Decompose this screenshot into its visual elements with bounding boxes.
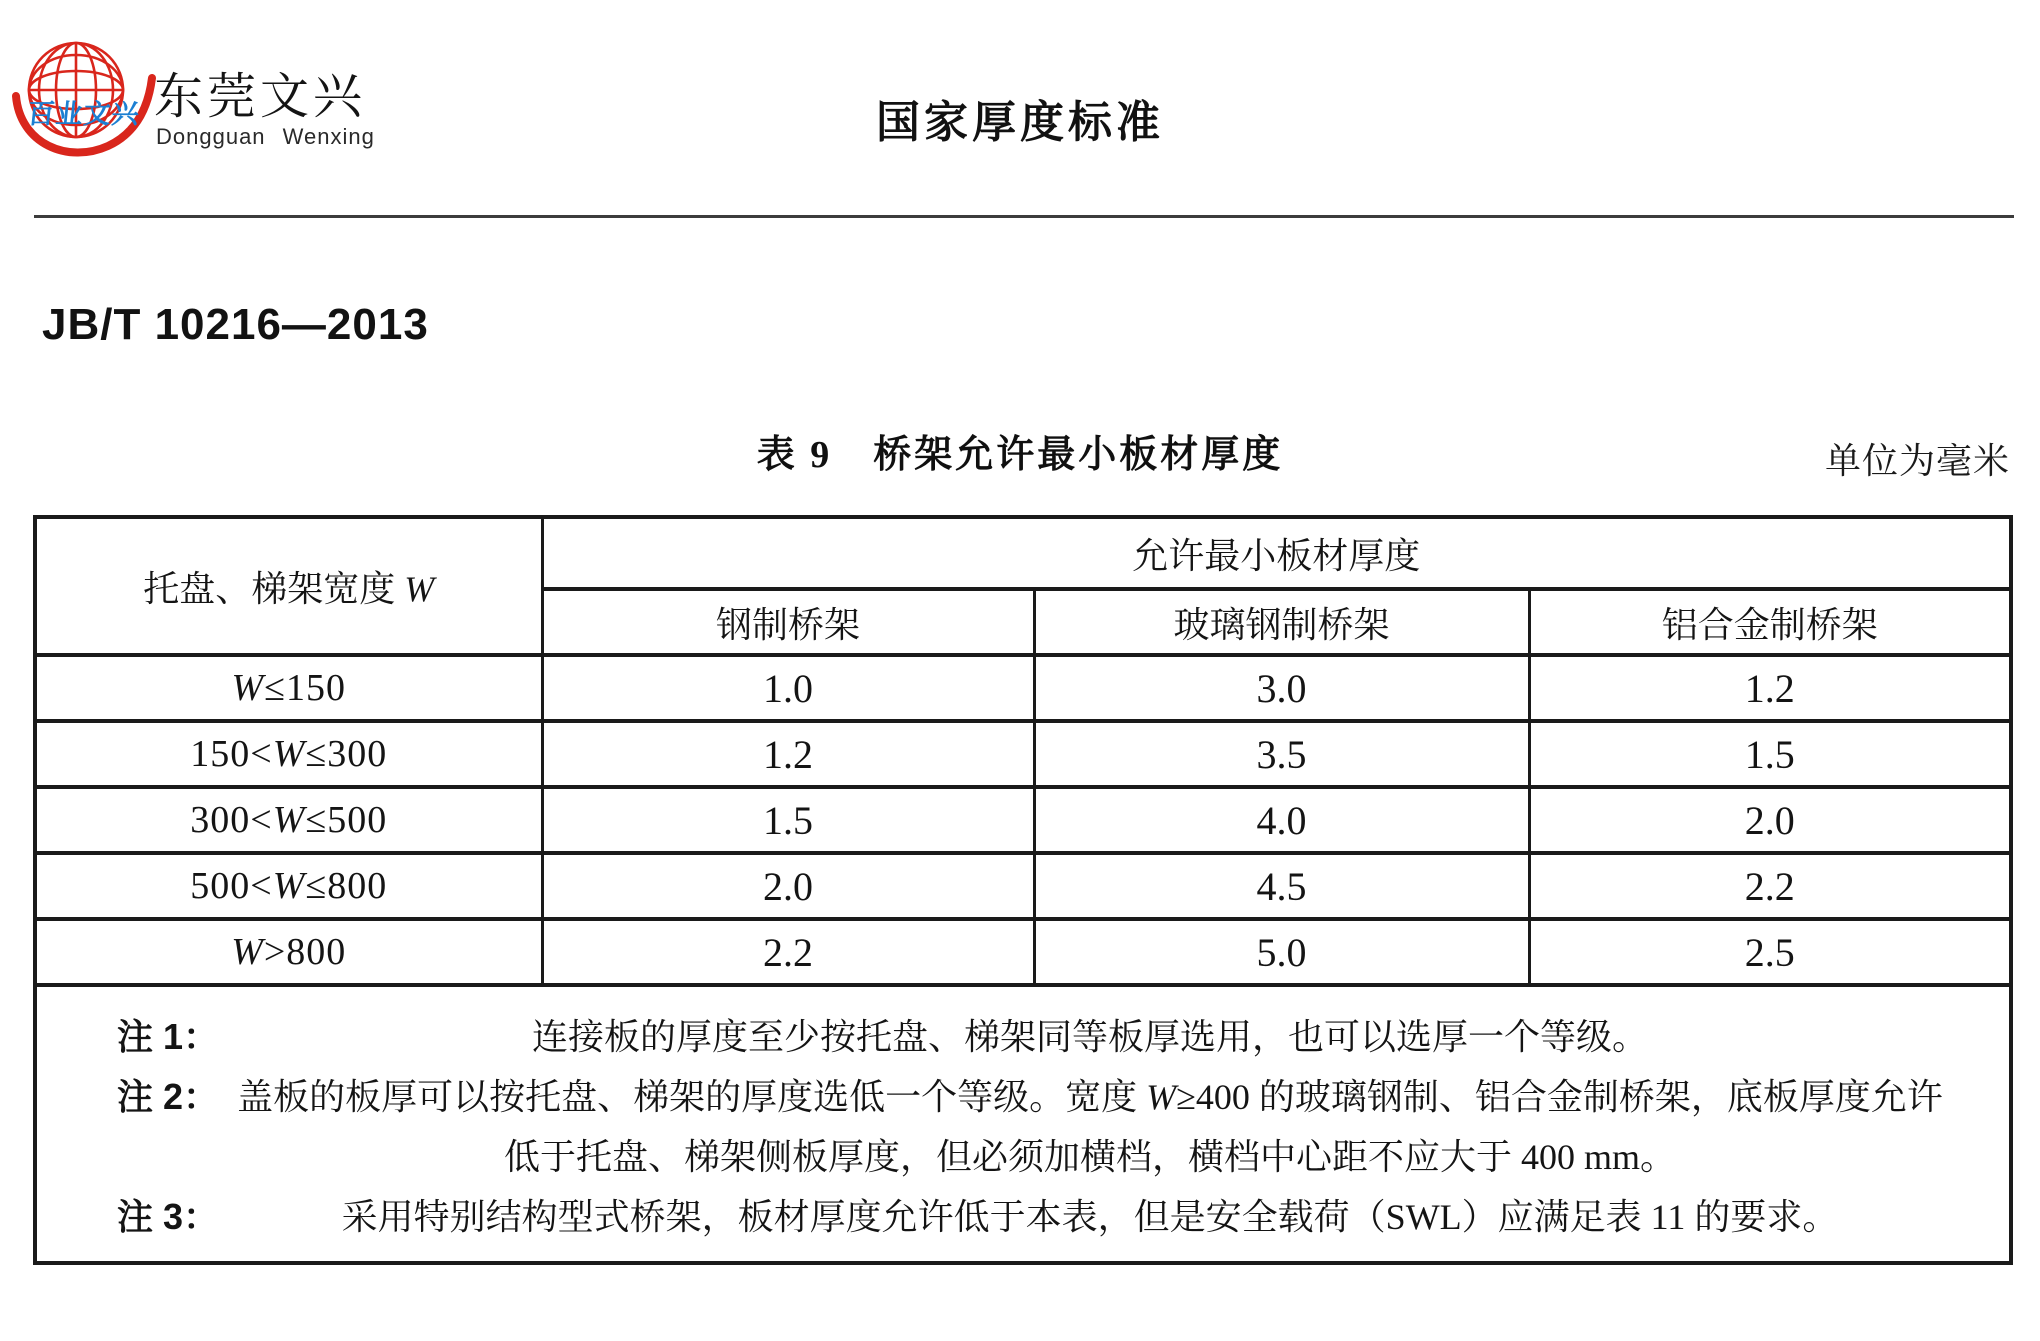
- frp-value-cell: 3.0: [1034, 655, 1529, 721]
- note-label: 注 2：: [116, 1076, 220, 1117]
- group-header-cell: 允许最小板材厚度: [542, 517, 2011, 589]
- steel-value-cell: 1.5: [542, 787, 1034, 853]
- standard-number: JB/T 10216—2013: [42, 300, 429, 349]
- note-label: 注 1：: [116, 1016, 220, 1057]
- table-notes: [35, 985, 2011, 1263]
- table-header-row-1: [35, 517, 2011, 589]
- frp-value-cell: 5.0: [1034, 919, 1529, 985]
- width-range-cell: 150<W≤300: [35, 721, 542, 787]
- subheader-aluminum: 铝合金制桥架: [1529, 589, 2011, 655]
- header-divider: [34, 215, 2014, 218]
- frp-value-cell: 3.5: [1034, 721, 1529, 787]
- company-name-cn: 东莞文兴: [154, 69, 367, 124]
- note-text: 连接板的厚度至少按托盘、梯架同等板厚选用，也可以选厚一个等级。: [531, 1017, 1648, 1057]
- steel-value-cell: 2.2: [542, 919, 1034, 985]
- width-range-cell: 500<W≤800: [35, 853, 542, 919]
- aluminum-value-cell: 2.5: [1529, 919, 2011, 985]
- table-caption: 表 9 桥架允许最小板材厚度: [756, 434, 1284, 476]
- notes-row: [35, 985, 2011, 1263]
- company-name-en: Dongguan Wenxing: [156, 124, 375, 149]
- table-row: [35, 655, 2011, 721]
- thickness-table: [33, 515, 2013, 1265]
- width-column-header: 托盘、梯架宽度 W: [35, 517, 542, 655]
- subheader-frp: 玻璃钢制桥架: [1034, 589, 1529, 655]
- logo-overlay-text: 百业文兴: [26, 99, 142, 129]
- steel-value-cell: 1.2: [542, 721, 1034, 787]
- note-item: [107, 1007, 1951, 1067]
- aluminum-value-cell: 1.5: [1529, 721, 2011, 787]
- width-range-cell: W≤150: [35, 655, 542, 721]
- page-title: 国家厚度标准: [876, 98, 1164, 147]
- note-text: 采用特别结构型式桥架，板材厚度允许低于本表，但是安全载荷（SWL）应满足表 11 的要求。: [341, 1197, 1839, 1237]
- table-row: [35, 853, 2011, 919]
- steel-value-cell: 2.0: [542, 853, 1034, 919]
- unit-label: 单位为毫米: [1824, 441, 2010, 481]
- note-item: [107, 1187, 1951, 1247]
- width-range-cell: W>800: [35, 919, 542, 985]
- table-row: [35, 787, 2011, 853]
- steel-value-cell: 1.0: [542, 655, 1034, 721]
- table-row: [35, 919, 2011, 985]
- note-text: 盖板的板厚可以按托盘、梯架的厚度选低一个等级。宽度 W≥400 的玻璃钢制、铝合金制桥架，底板厚度允许低于托盘、梯架侧板厚度，但必须加横档，横档中心距不应大于 400 mm。: [237, 1077, 1943, 1177]
- frp-value-cell: 4.5: [1034, 853, 1529, 919]
- width-range-cell: 300<W≤500: [35, 787, 542, 853]
- subheader-steel: 钢制桥架: [542, 589, 1034, 655]
- note-item: [107, 1067, 1951, 1187]
- aluminum-value-cell: 2.0: [1529, 787, 2011, 853]
- aluminum-value-cell: 2.2: [1529, 853, 2011, 919]
- table-row: [35, 721, 2011, 787]
- aluminum-value-cell: 1.2: [1529, 655, 2011, 721]
- frp-value-cell: 4.0: [1034, 787, 1529, 853]
- note-label: 注 3：: [116, 1196, 220, 1237]
